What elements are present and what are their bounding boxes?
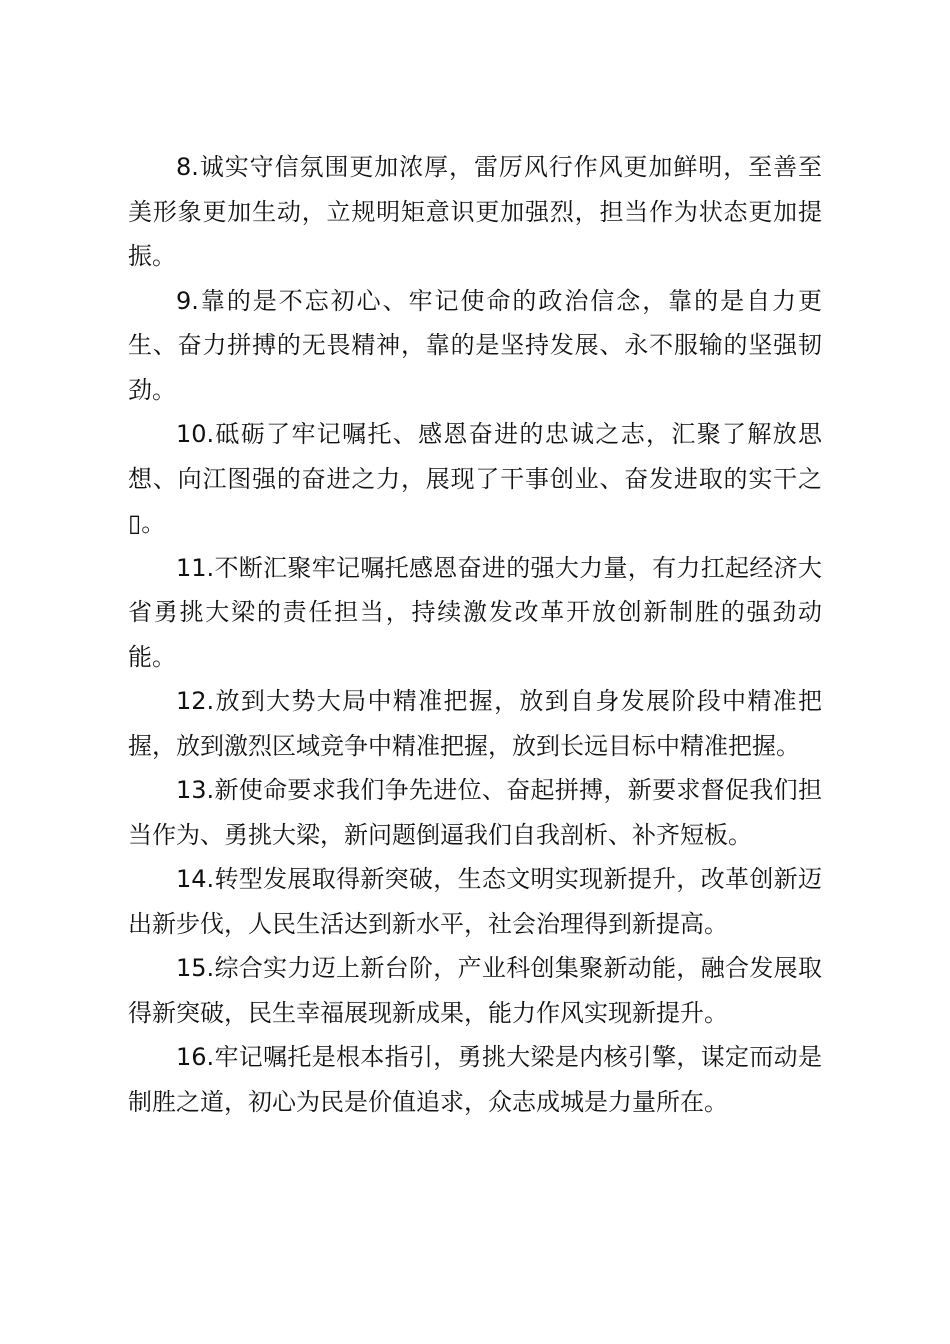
paragraph-8: 8.诚实守信氛围更加浓厚，雷厉风行作风更加鲜明，至善至美形象更加生动，立规明矩意识更加强烈，担当作为状态更加提振。 <box>128 153 822 270</box>
paragraph-13: 13.新使命要求我们争先进位、奋起拼搏，新要求督促我们担当作为、勇挑大梁，新问题倒逼我们自我剖析、补齐短板。 <box>128 776 822 849</box>
paragraph-16: 16.牢记嘱托是根本指引，勇挑大梁是内核引擎，谋定而动是制胜之道，初心为民是价值追求，众志成城是力量所在。 <box>128 1043 822 1116</box>
paragraph-15: 15.综合实力迈上新台阶，产业科创集聚新动能，融合发展取得新突破，民生幸福展现新成果，能力作风实现新提升。 <box>128 954 822 1027</box>
paragraph-10: 10.砥砺了牢记嘱托、感恩奋进的忠诚之志，汇聚了解放思想、向江图强的奋进之力，展现了干事创业、奋发进取的实干之▯。 <box>128 420 822 537</box>
paragraph-11: 11.不断汇聚牢记嘱托感恩奋进的强大力量，有力扛起经济大省勇挑大梁的责任担当，持续激发改革开放创新制胜的强劲动能。 <box>128 553 822 671</box>
paragraph-12: 12.放到大势大局中精准把握，放到自身发展阶段中精准把握，放到激烈区域竞争中精准把握，放到长远目标中精准把握。 <box>128 687 822 760</box>
paragraph-14: 14.转型发展取得新突破，生态文明实现新提升，改革创新迈出新步伐，人民生活达到新水平，社会治理得到新提高。 <box>128 865 822 938</box>
paragraph-9: 9.靠的是不忘初心、牢记使命的政治信念，靠的是自力更生、奋力拼搏的无畏精神，靠的是坚持发展、永不服输的坚强韧劲。 <box>128 286 822 404</box>
document-body <box>128 145 822 1124</box>
